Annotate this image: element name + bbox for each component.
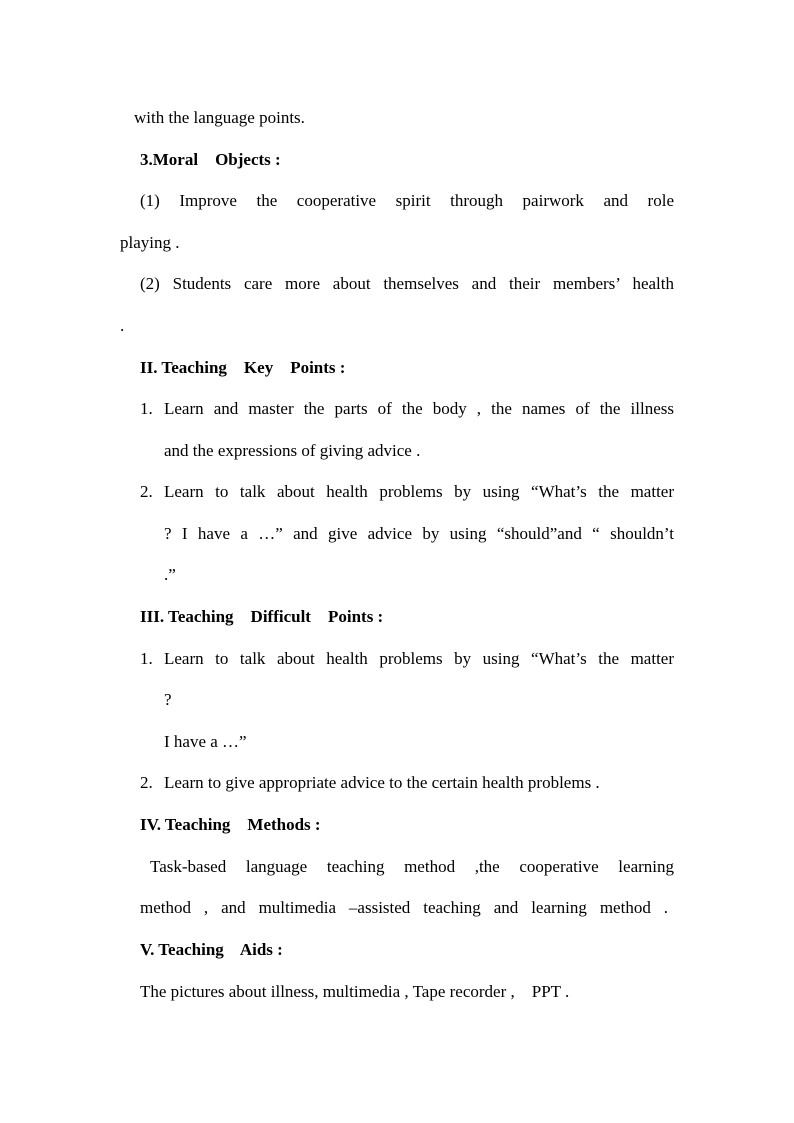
- text-line: (2) Students care more about themselves and their members’ health: [140, 274, 674, 293]
- text-line: The pictures about illness, multimedia , Tape recorder , PPT .: [140, 982, 570, 1001]
- text-line: method , and multimedia –assisted teaching and learning method .: [140, 898, 668, 917]
- section-heading-difficult-points: III. Teaching Difficult Points :: [140, 607, 384, 626]
- list-item-text: I have a …”: [164, 732, 247, 751]
- text-line: .: [120, 316, 125, 335]
- list-item-text: Learn to talk about health problems by using “What’s the matter: [164, 482, 674, 501]
- list-item-text: Learn to give appropriate advice to the certain health problems .: [164, 773, 600, 792]
- list-item-text: .”: [164, 565, 176, 584]
- list-item-text: ? I have a …” and give advice by using “should”and “ shouldn’t: [164, 524, 674, 543]
- section-heading-methods: IV. Teaching Methods :: [140, 815, 321, 834]
- section-heading-key-points: II. Teaching Key Points :: [140, 358, 346, 377]
- section-heading-moral-objects: 3.Moral Objects :: [140, 150, 281, 169]
- list-number: 2.: [140, 773, 153, 792]
- list-item-text: Learn and master the parts of the body , the names of the illness: [164, 399, 674, 418]
- list-number: 1.: [140, 649, 153, 668]
- text-line: Task-based language teaching method ,the cooperative learning: [150, 857, 674, 876]
- list-number: 2.: [140, 482, 153, 501]
- text-line: with the language points.: [134, 108, 305, 127]
- section-heading-aids: V. Teaching Aids :: [140, 940, 283, 959]
- text-line: (1) Improve the cooperative spirit through pairwork and role: [140, 191, 674, 210]
- list-number: 1.: [140, 399, 153, 418]
- list-item-text: Learn to talk about health problems by using “What’s the matter: [164, 649, 674, 668]
- text-line: playing .: [120, 233, 180, 252]
- list-item-text: and the expressions of giving advice .: [164, 441, 421, 460]
- list-item-text: ?: [164, 690, 172, 709]
